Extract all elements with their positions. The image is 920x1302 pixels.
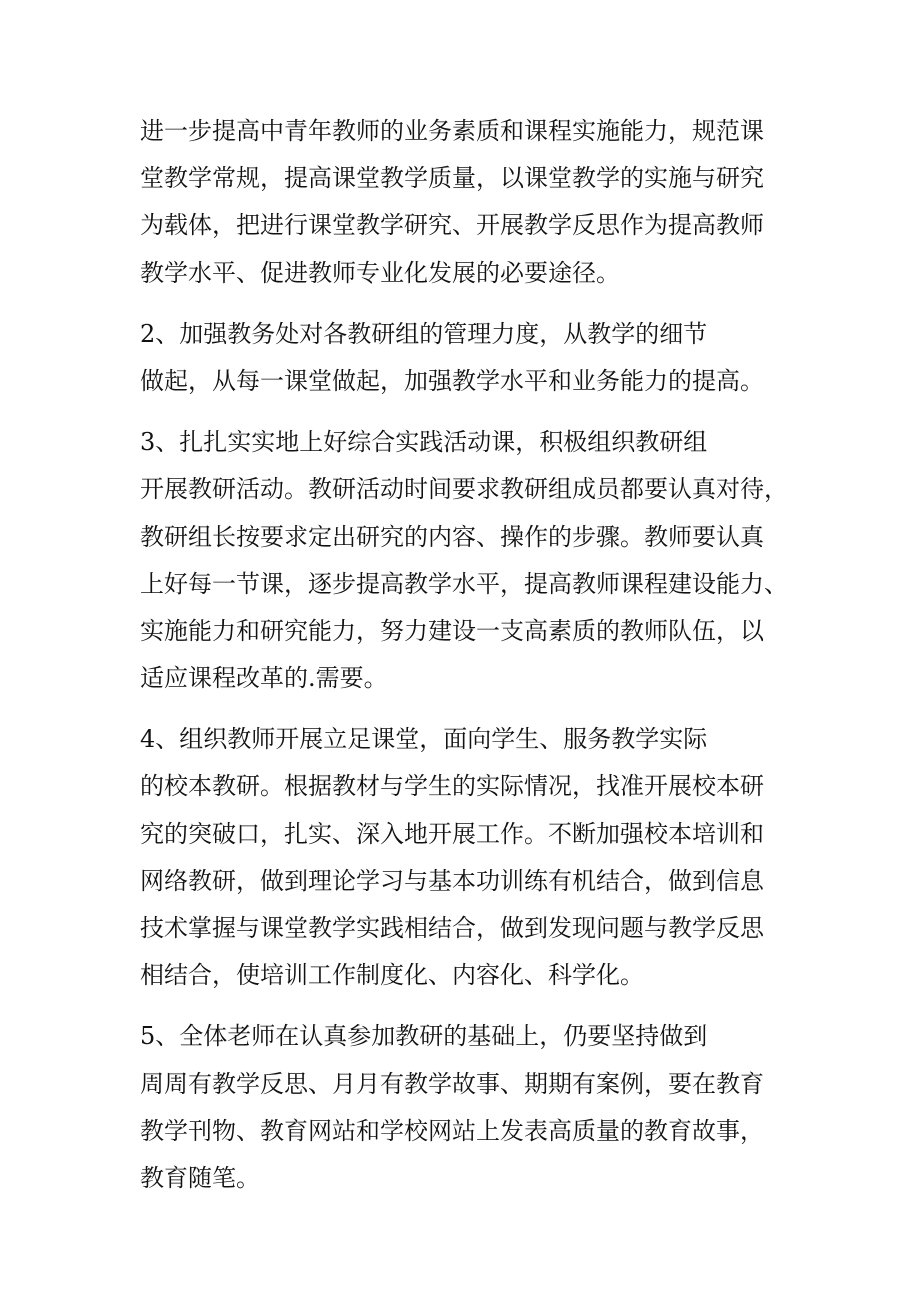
- text-line: 网络教研，做到理论学习与基本功训练有机结合，做到信息: [140, 866, 764, 895]
- text-line: 教学水平、促进教师专业化发展的必要途径。: [140, 258, 620, 287]
- document-body: [140, 108, 790, 1202]
- text-line: 2、加强教务处对各教研组的管理力度，从教学的细节: [140, 319, 708, 348]
- text-line: 实施能力和研究能力，努力建设一支高素质的教师队伍，以: [140, 616, 764, 645]
- text-line: 相结合，使培训工作制度化、内容化、科学化。: [140, 961, 644, 990]
- text-line: 究的突破口，扎实、深入地开展工作。不断加强校本培训和: [140, 819, 764, 848]
- text-line: 4、组织教师开展立足课堂，面向学生、服务教学实际: [140, 725, 708, 754]
- text-line: 教学刊物、教育网站和学校网站上发表高质量的教育故事，: [140, 1116, 764, 1145]
- text-line: 进一步提高中青年教师的业务素质和课程实施能力，规范课: [140, 117, 764, 145]
- paragraph-item-2: [140, 311, 790, 405]
- paragraph-gap: [140, 702, 790, 716]
- paragraph-intro: [140, 108, 790, 297]
- text-line: 适应课程改革的.需要。: [140, 664, 388, 693]
- paragraph-gap: [140, 405, 790, 419]
- text-line: 教育随笔。: [140, 1163, 260, 1192]
- paragraph-item-5: [140, 1013, 790, 1202]
- text-line: 做起，从每一课堂做起，加强教学水平和业务能力的提高。: [140, 366, 764, 395]
- paragraph-gap: [140, 999, 790, 1013]
- text-line: 的校本教研。根据教材与学生的实际情况，找准开展校本研: [140, 772, 764, 801]
- text-line: 为载体，把进行课堂教学研究、开展教学反思作为提高教师: [140, 211, 764, 240]
- text-line: 上好每一节课，逐步提高教学水平，提高教师课程建设能力、: [140, 569, 788, 598]
- text-line: 开展教研活动。教研活动时间要求教研组成员都要认真对待，: [140, 475, 788, 504]
- paragraph-item-3: [140, 419, 790, 702]
- paragraph-item-4: [140, 716, 790, 999]
- text-line: 堂教学常规，提高课堂教学质量，以课堂教学的实施与研究: [140, 164, 764, 193]
- text-line: 5、全体老师在认真参加教研的基础上，仍要坚持做到: [140, 1022, 708, 1051]
- text-line: 3、扎扎实实地上好综合实践活动课，积极组织教研组: [140, 428, 708, 457]
- paragraph-gap: [140, 297, 790, 311]
- text-line: 技术掌握与课堂教学实践相结合，做到发现问题与教学反思: [140, 914, 764, 942]
- text-line: 教研组长按要求定出研究的内容、操作的步骤。教师要认真: [140, 522, 764, 551]
- text-line: 周周有教学反思、月月有教学故事、期期有案例，要在教育: [140, 1069, 764, 1098]
